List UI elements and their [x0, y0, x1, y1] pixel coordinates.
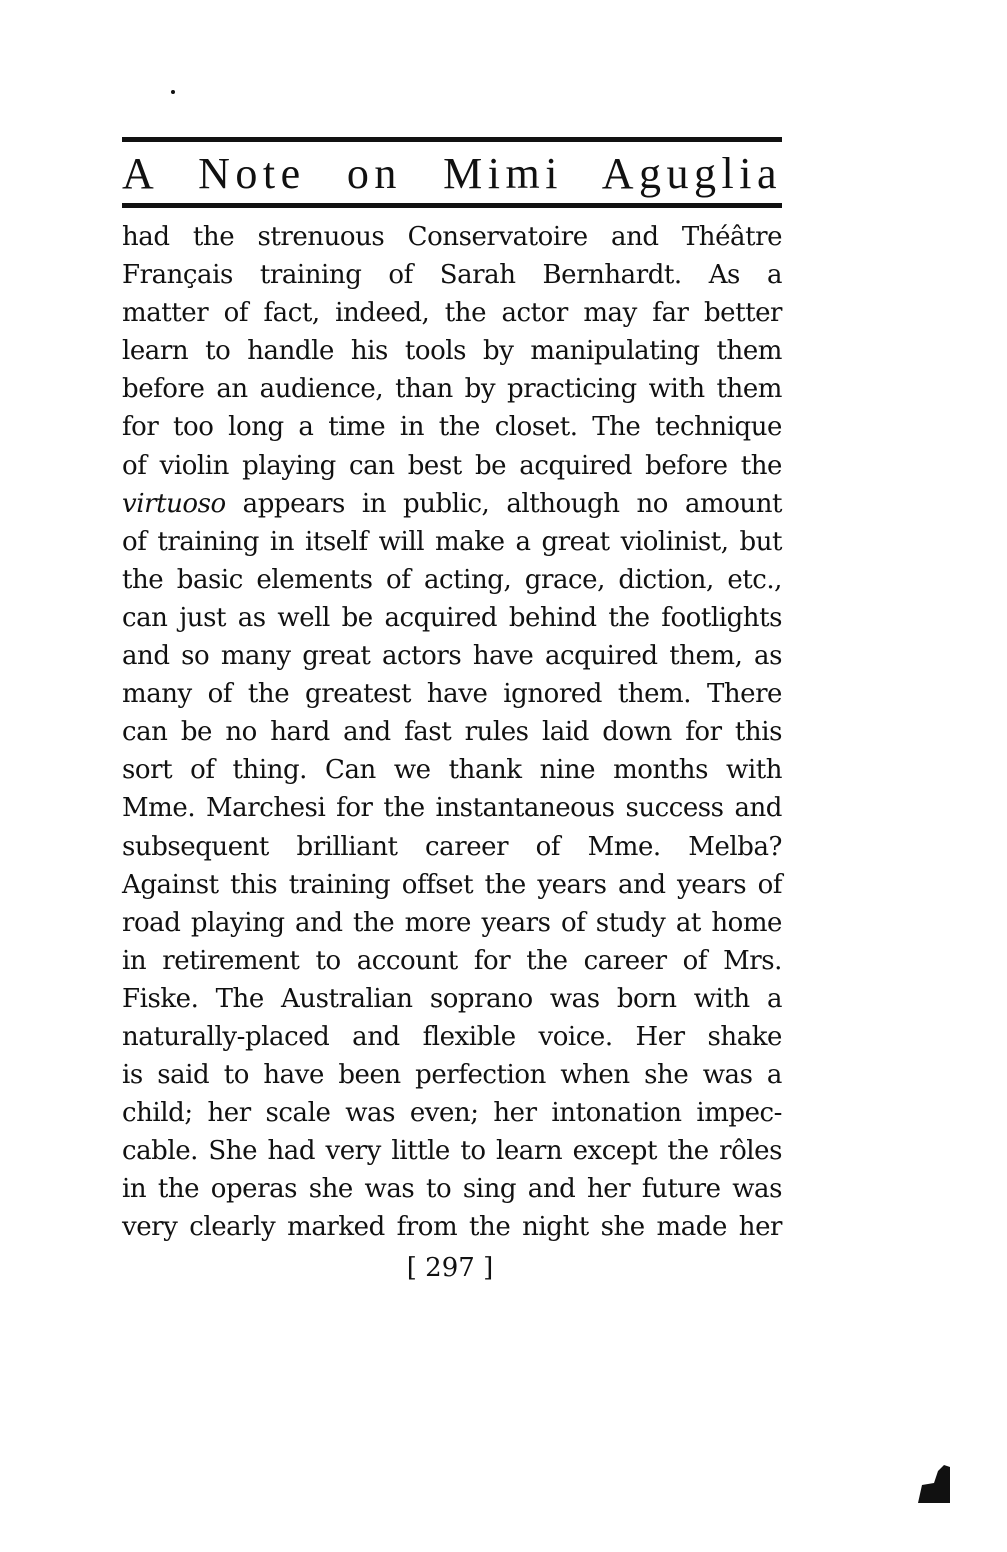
text-line: subsequent brilliant career of Mme. Melba? — [122, 831, 782, 862]
text-line: cable. She had very little to learn except the rôles — [122, 1136, 782, 1167]
corner-thumb-mark — [916, 1463, 950, 1503]
text-line: before an audience, than by practicing with them — [122, 374, 782, 405]
text-line: of violin playing can best be acquired before the — [122, 450, 782, 481]
italic-term: virtuoso — [122, 488, 226, 519]
text-line: Fiske. The Australian soprano was born with a — [122, 983, 782, 1014]
text-line: Mme. Marchesi for the instantaneous success and — [122, 793, 782, 824]
text-line-segment: appears in public, although no amount — [225, 488, 782, 519]
text-line: road playing and the more years of study at home — [122, 907, 782, 938]
text-line: Against this training offset the years and years of — [122, 869, 782, 900]
body-text — [122, 218, 782, 1247]
text-line: for too long a time in the closet. The technique — [122, 412, 782, 443]
running-heading: A Note on Mimi Aguglia — [122, 149, 782, 198]
text-line: can be no hard and fast rules laid down for this — [122, 717, 782, 748]
text-line — [122, 485, 782, 523]
heading-rule-top — [122, 137, 782, 142]
heading-rule-bottom — [122, 203, 782, 208]
text-line: Français training of Sarah Bernhardt. As a — [122, 260, 782, 291]
text-line: naturally-placed and flexible voice. Her shake — [122, 1021, 782, 1052]
text-line: is said to have been perfection when she was a — [122, 1060, 782, 1091]
text-line: very clearly marked from the night she made her — [122, 1212, 782, 1243]
text-line: learn to handle his tools by manipulating them — [122, 336, 782, 367]
text-line: in retirement to account for the career of Mrs. — [122, 945, 782, 976]
page-number: [ 297 ] — [406, 1253, 494, 1283]
text-line: matter of fact, indeed, the actor may far better — [122, 298, 782, 329]
text-line: and so many great actors have acquired them, as — [122, 641, 782, 672]
text-line: sort of thing. Can we thank nine months with — [122, 755, 782, 786]
text-line: of training in itself will make a great violinist, but — [122, 526, 782, 557]
text-line: child; her scale was even; her intonation impec- — [122, 1098, 782, 1129]
text-line: can just as well be acquired behind the footlights — [122, 602, 782, 633]
stray-mark — [171, 90, 175, 94]
text-line: in the operas she was to sing and her future was — [122, 1174, 782, 1205]
text-line: the basic elements of acting, grace, diction, etc., — [122, 564, 782, 595]
text-line: many of the greatest have ignored them. There — [122, 679, 782, 710]
text-line: had the strenuous Conservatoire and Théâtre — [122, 222, 782, 252]
